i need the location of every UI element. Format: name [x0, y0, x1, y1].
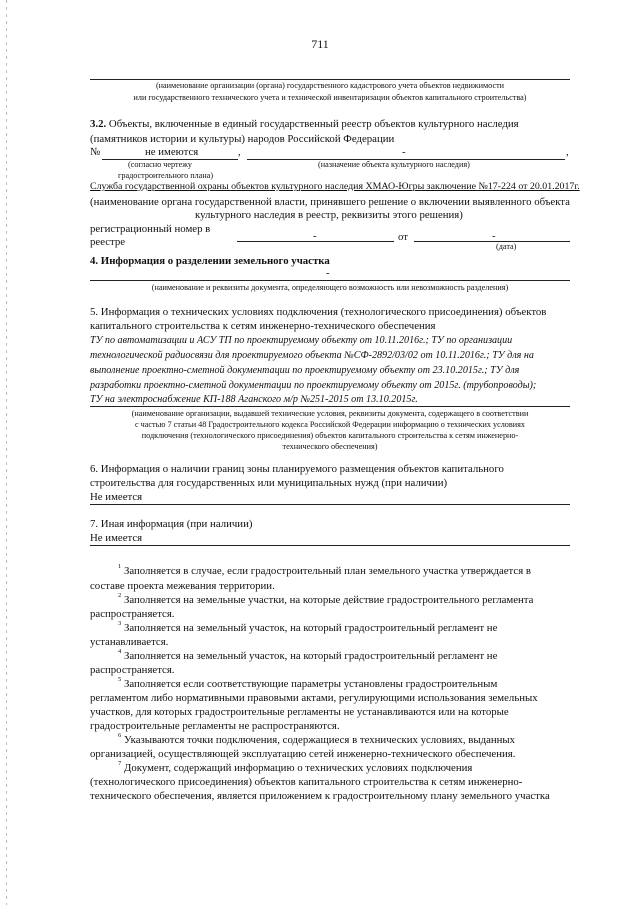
header-caption-line2: или государственного технического учета и технической инвентаризации объектов капитального строительства): [133, 93, 527, 102]
decision-caption-line2: культурного наследия в реестр, реквизиты этого решения): [195, 209, 463, 221]
section-7-value: Не имеется: [90, 532, 143, 544]
section-5-caption-line3: подключения (технологического присоединения) объектов капитального строительства к сетям инженерно-: [141, 431, 519, 440]
footnote-6-line1: $^6$ Указываются точки подключения, содержащиеся в технических условиях, выданных: [118, 732, 516, 746]
section-7-title: 7. Иная информация (при наличии): [90, 518, 253, 530]
footnote-marker: 4: [118, 648, 122, 655]
footnote-marker: 3: [118, 620, 122, 627]
footnote-marker: 7: [118, 760, 122, 767]
number-value: не имеются: [145, 146, 199, 158]
footnote-7-line3: технического обеспечения, является приложением к градостроительному плану земельного участка: [90, 790, 550, 802]
footnote-7-line2: (технологического присоединения) объектов капитального строительства к сетям инженерно-: [90, 776, 523, 788]
section-4-caption: (наименование и реквизиты документа, определяющего возможность или невозможность разделения): [151, 283, 509, 292]
footnote-marker: 1: [118, 563, 122, 570]
caption-plan-line2: градостроительного плана): [118, 171, 214, 180]
footnote-6-line2: организацией, осуществляющей эксплуатацию сетей инженерно-технического обеспечения.: [90, 748, 516, 760]
section-6-value: Не имеется: [90, 491, 143, 503]
footnote-3-line2: устанавливается.: [90, 636, 169, 648]
section-5-value-line4: разработки проектно-сметной документации по проектируемому объекту от 2015г. (трубопроводы);: [90, 380, 537, 391]
footnote-5-line2: регламентом либо нормативными правовыми актами, регулирующими использования земельных: [90, 692, 538, 704]
section-5-title-line2: капитального строительства к сетям инженерно-технического обеспечения: [90, 320, 436, 332]
section-4-value: -: [326, 267, 330, 279]
section-number: 3.2.: [90, 118, 107, 130]
from-label: от: [398, 231, 408, 243]
footnote-4-line1: $^4$ Заполняется на земельный участок, на который градостроительный регламент не: [118, 648, 498, 662]
object-name-value: -: [402, 146, 406, 158]
registration-label-line1: регистрационный номер в: [90, 223, 211, 235]
comma-1: ,: [238, 146, 241, 158]
section-5-value-line3: выполнение проектно-сметной документации по проектируемому объекту от 23.10.2015г.; ТУ для: [90, 365, 520, 376]
footnote-5-line3: участков, для которых градостроительные регламенты не устанавливаются или на которые: [90, 706, 509, 718]
section-5-caption-line1: (наименование организации, выдавшей технические условия, реквизиты документа, содержащего в соответствии: [131, 409, 529, 418]
section-5-caption-line4: технического обеспечения): [282, 442, 378, 451]
section-5-underline: [90, 406, 570, 407]
section-5-value-line2: технологической радиосвязи для проектируемого объекта №СФ-2892/03/02 от 10.11.2016г.; ТУ для на: [90, 350, 534, 361]
registration-label-line2: реестре: [90, 236, 126, 248]
footnote-5-line1: $^5$ Заполняется если соответствующие параметры установлены градостроительным: [118, 676, 498, 690]
footnote-marker: 6: [118, 732, 122, 739]
caption-plan-line1: (согласно чертежу: [128, 160, 192, 169]
section-5-value-line5: ТУ на электроснабжение КП-188 Аганского м/р №251-2015 от 13.10.2015г.: [90, 394, 418, 405]
registration-number-value: -: [313, 230, 317, 242]
section-3-2-title-line1: [90, 118, 570, 130]
date-caption: (дата): [496, 242, 517, 251]
footnote-5-line4: градостроительные регламенты не распространяются.: [90, 720, 340, 732]
footnote-2-line1: $^2$ Заполняется на земельные участки, на которые действие градостроительного регламента: [118, 592, 534, 606]
footnote-4-line2: распространяется.: [90, 664, 175, 676]
header-caption-line1: (наименование организации (органа) государственного кадастрового учета объектов недвижимости: [155, 81, 505, 90]
section-6-underline: [90, 504, 570, 505]
section-6-title-line2: строительства для государственных или муниципальных нужд (при наличии): [90, 477, 448, 489]
footnote-1-line2: составе проекта межевания территории.: [90, 580, 275, 592]
decision-caption-line1: (наименование органа государственной власти, принявшего решение о включении выявленного объекта: [90, 196, 570, 208]
section-3-2-title-line2: (памятников истории и культуры) народов Российской Федерации: [90, 133, 395, 145]
page-number: 711: [311, 37, 329, 51]
decision-value: Служба государственной охраны объектов культурного наследия ХМАО-Югры заключение №17-224 от 20.01.2017г.: [90, 181, 580, 192]
section-5-value-line1: ТУ по автоматизации и АСУ ТП по проектируемому объекту от 10.11.2016г.; ТУ по организации: [90, 335, 513, 346]
footnote-marker: 5: [118, 676, 122, 683]
scan-edge-marks: [6, 0, 7, 905]
footnote-3-line1: $^3$ Заполняется на земельный участок, на который градостроительный регламент не: [118, 620, 498, 634]
footnote-marker: 2: [118, 592, 122, 599]
footnote-7-line1: $^7$ Документ, содержащий информацию о технических условиях подключения: [118, 760, 473, 774]
section-5-caption-line2: с частью 7 статьи 48 Градостроительного кодекса Российской Федерации информацию о технических условиях: [134, 420, 526, 429]
section-4-underline: [90, 280, 570, 281]
blank-line: [90, 79, 570, 80]
date-value: -: [492, 230, 496, 242]
section-5-title-line1: 5. Информация о технических условиях подключения (технологического присоединения) объектов: [90, 306, 547, 318]
comma-2: ,: [566, 146, 569, 158]
footnote-2-line2: распространяется.: [90, 608, 175, 620]
section-7-underline: [90, 545, 570, 546]
registration-underline: [237, 241, 394, 242]
section-title-text: Объекты, включенные в единый государственный реестр объектов культурного наследия: [108, 118, 519, 130]
caption-object-purpose: (назначение объекта культурного наследия): [318, 160, 470, 169]
footnote-1-line1: $^1$ Заполняется в случае, если градостроительный план земельного участка утверждается в: [118, 563, 531, 577]
section-6-title-line1: 6. Информация о наличии границ зоны планируемого размещения объектов капитального: [90, 463, 504, 475]
date-underline: [414, 241, 570, 242]
section-4-title: 4. Информация о разделении земельного участка: [90, 255, 330, 267]
number-label: №: [90, 146, 101, 158]
